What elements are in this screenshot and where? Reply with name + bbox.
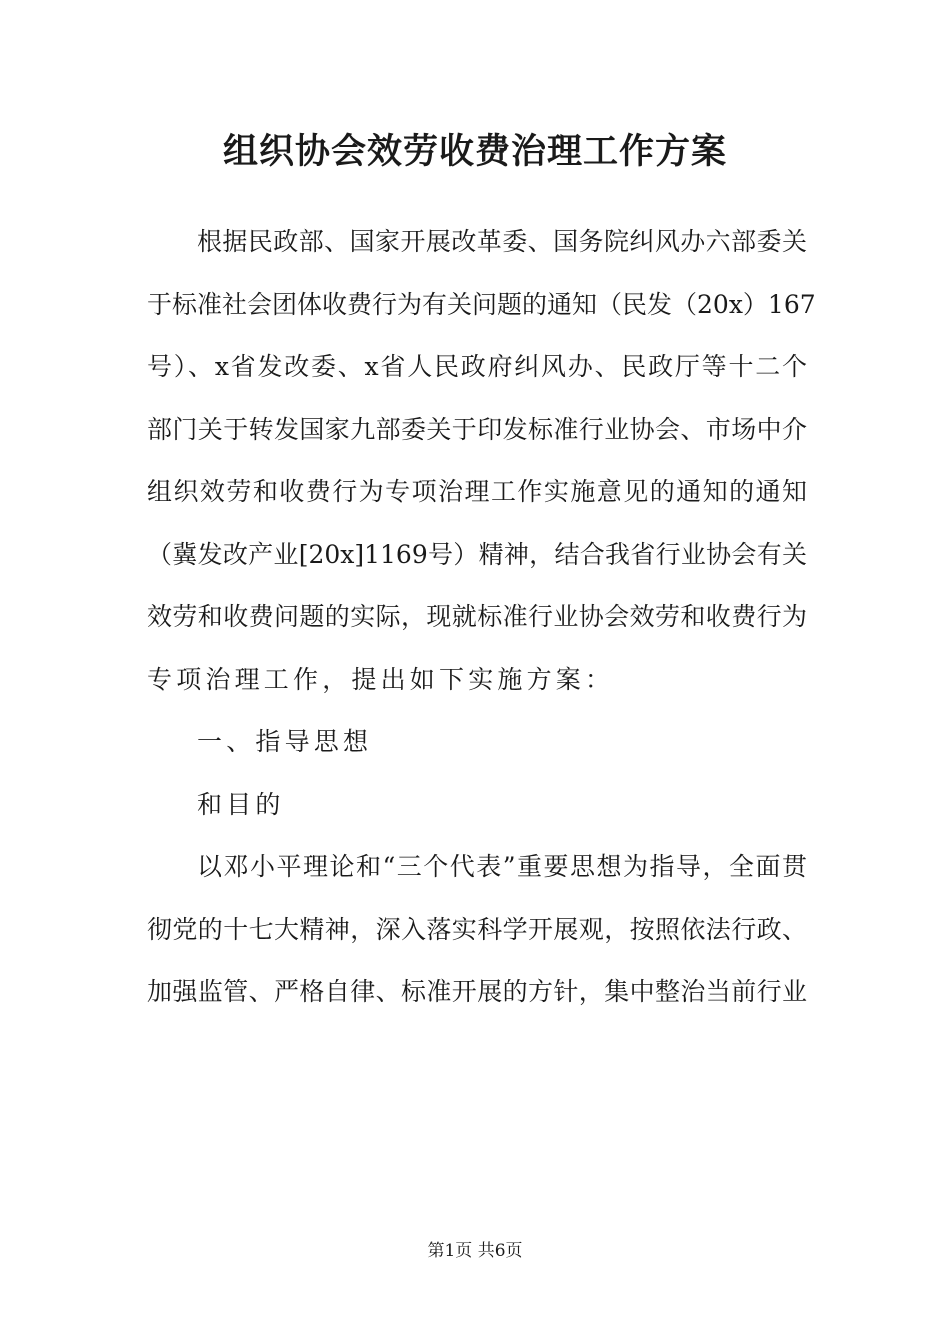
paragraph-line: 彻党的十七大精神，深入落实科学开展观，按照依法行政、 bbox=[147, 914, 807, 944]
document-title: 组织协会效劳收费治理工作方案 bbox=[222, 131, 727, 172]
page-number-footer: 第1页 共6页 bbox=[427, 1241, 523, 1261]
paragraph-line: 加强监管、严格自律、标准开展的方针，集中整治当前行业 bbox=[147, 977, 807, 1006]
paragraph-line: 专项治理工作，提出如下实施方案： bbox=[147, 664, 615, 694]
section-heading: 一、指导思想 bbox=[197, 727, 373, 756]
paragraph-line: 以邓小平理论和“三个代表”重要思想为指导，全面贯 bbox=[197, 852, 807, 881]
document-body bbox=[147, 220, 816, 1033]
paragraph-line: 效劳和收费问题的实际，现就标准行业协会效劳和收费行为 bbox=[147, 602, 807, 631]
paragraph-line: 部门关于转发国家九部委关于印发标准行业协会、市场中介 bbox=[147, 414, 807, 444]
paragraph-line: 组织效劳和收费行为专项治理工作实施意见的通知的通知 bbox=[147, 477, 807, 506]
paragraph-line: 于标准社会团体收费行为有关问题的通知（民发（20x）167 bbox=[147, 289, 816, 319]
section-heading-continued: 和目的 bbox=[197, 789, 285, 819]
paragraph-line: （冀发改产业[20x]1169号）精神，结合我省行业协会有关 bbox=[147, 539, 807, 569]
paragraph-line: 根据民政部、国家开展改革委、国务院纠风办六部委关 bbox=[197, 227, 807, 256]
paragraph-line: 号）、x省发改委、x省人民政府纠风办、民政厅等十二个 bbox=[147, 352, 807, 381]
